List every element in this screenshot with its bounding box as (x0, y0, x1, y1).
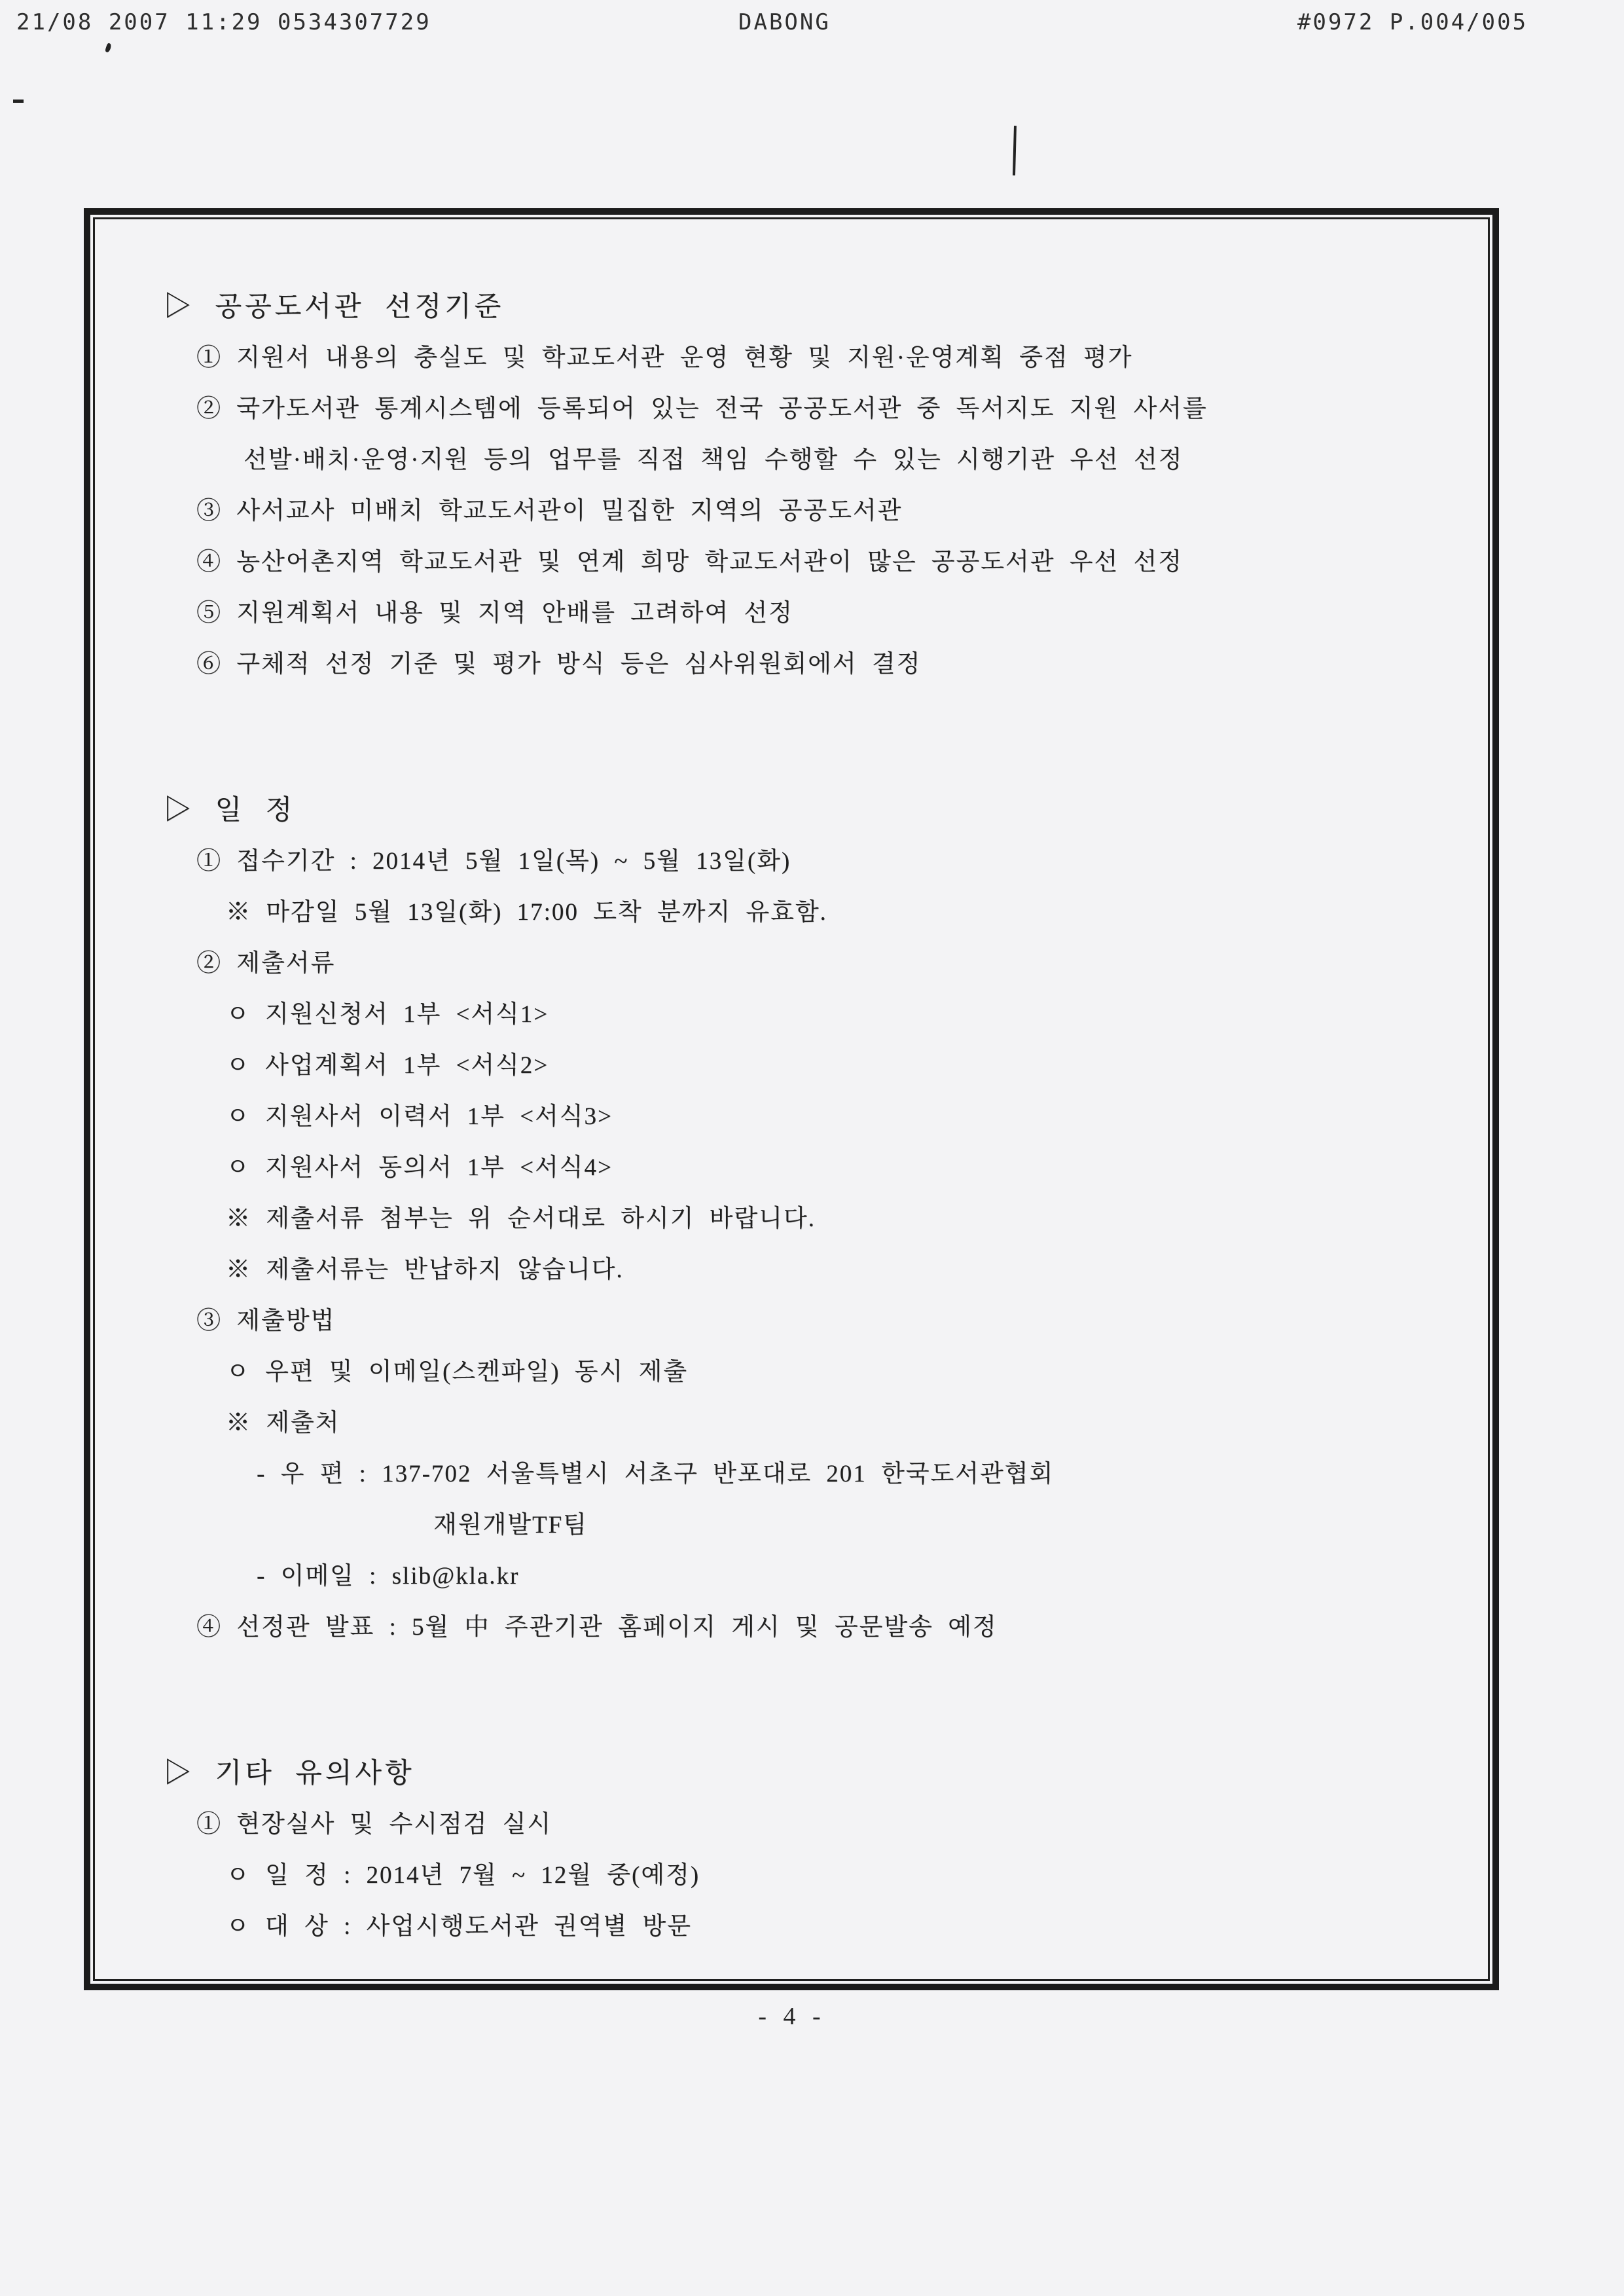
doc-line: ㅇ 지원사서 동의서 1부 <서식4> (226, 1154, 613, 1181)
doc-line: - 이메일 : slib@kla.kr (257, 1563, 520, 1590)
fax-timestamp: 21/08 2007 11:29 0534307729 (16, 9, 431, 35)
doc-line: ※ 제출서류 첨부는 위 순서대로 하시기 바랍니다. (226, 1205, 816, 1232)
page-number: - 4 - (758, 2003, 826, 2030)
doc-line: ② 제출서류 (196, 950, 336, 977)
doc-line: ㅇ 대 상 : 사업시행도서관 권역별 방문 (226, 1913, 692, 1940)
document-content (93, 217, 1490, 1981)
section-heading: ▷ 기타 유의사항 (164, 1758, 415, 1789)
fax-sender-name: DABONG (738, 9, 831, 35)
doc-line: ㅇ 우편 및 이메일(스켄파일) 동시 제출 (226, 1358, 689, 1385)
scan-artifact-tick (1013, 126, 1017, 175)
doc-line: ㅇ 일 정 : 2014년 7월 ~ 12월 중(예정) (226, 1862, 700, 1889)
doc-line: 재원개발TF팀 (433, 1512, 588, 1539)
doc-line: ㅇ 사업계획서 1부 <서식2> (226, 1052, 549, 1079)
doc-line: ⑤ 지원계획서 내용 및 지역 안배를 고려하여 선정 (196, 600, 793, 627)
doc-line: ※ 제출서류는 반납하지 않습니다. (226, 1256, 624, 1283)
doc-line: ⑥ 구체적 선정 기준 및 평가 방식 등은 심사위원회에서 결정 (196, 651, 922, 678)
scan-artifact-dash (13, 100, 24, 103)
doc-line: ① 지원서 내용의 충실도 및 학교도서관 운영 현황 및 지원·운영계획 중점 평가 (196, 344, 1133, 371)
fax-header (0, 5, 1624, 45)
doc-line: ④ 농산어촌지역 학교도서관 및 연계 희망 학교도서관이 많은 공공도서관 우선 선정 (196, 549, 1183, 575)
fax-page-counter: #0972 P.004/005 (1297, 9, 1528, 35)
doc-line: ㅇ 지원사서 이력서 1부 <서식3> (226, 1103, 613, 1130)
doc-line: ※ 제출처 (226, 1410, 340, 1436)
doc-section (164, 1748, 1468, 1952)
doc-line: ① 현장실사 및 수시점검 실시 (196, 1811, 552, 1838)
doc-section (164, 785, 1468, 1653)
doc-section (164, 282, 1468, 690)
document-sections (164, 282, 1468, 1952)
doc-line: ③ 제출방법 (196, 1307, 336, 1334)
document-border-box (84, 208, 1499, 1990)
section-heading: ▷ 일 정 (164, 795, 296, 826)
doc-line: ㅇ 지원신청서 1부 <서식1> (226, 1001, 549, 1028)
doc-line: 선발·배치·운영·지원 등의 업무를 직접 책임 수행할 수 있는 시행기관 우선 선정 (244, 446, 1183, 473)
doc-line: ① 접수기간 : 2014년 5월 1일(목) ~ 5월 13일(화) (196, 848, 791, 875)
doc-line: - 우 편 : 137-702 서울특별시 서초구 반포대로 201 한국도서관협회 (257, 1461, 1055, 1487)
section-heading: ▷ 공공도서관 선정기준 (164, 292, 505, 322)
doc-line: ② 국가도서관 통계시스템에 등록되어 있는 전국 공공도서관 중 독서지도 지원 사서를 (196, 395, 1208, 422)
doc-line: ④ 선정관 발표 : 5월 中 주관기관 홈페이지 게시 및 공문발송 예정 (196, 1614, 998, 1641)
doc-line: ※ 마감일 5월 13일(화) 17:00 도착 분까지 유효함. (226, 899, 827, 926)
doc-line: ③ 사서교사 미배치 학교도서관이 밀집한 지역의 공공도서관 (196, 498, 903, 524)
